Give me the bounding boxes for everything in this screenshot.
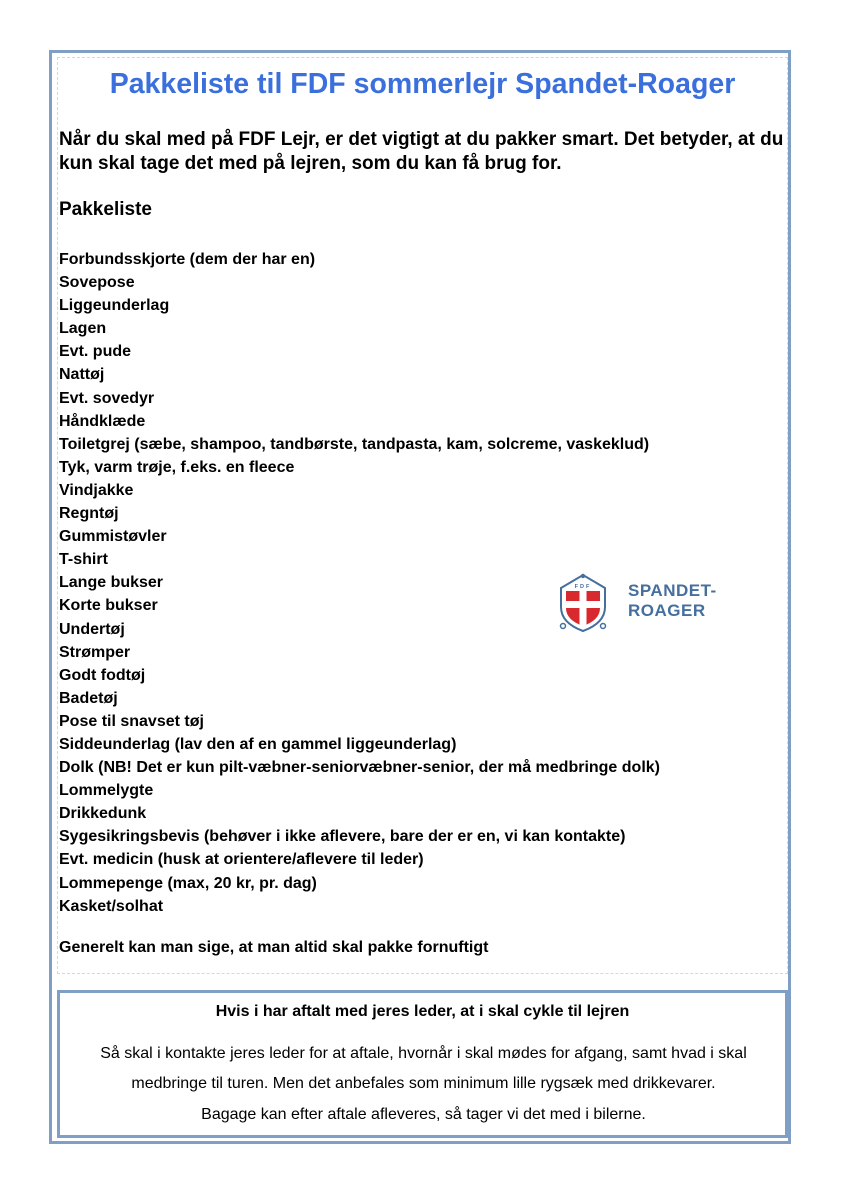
cycling-heading: Hvis i har aftalt med jeres leder, at i skal cykle til lejren xyxy=(215,1003,630,1020)
packing-list-item: Badetøj xyxy=(59,689,118,707)
packing-list-item: Evt. pude xyxy=(59,343,132,361)
packing-list-item: Strømper xyxy=(59,643,131,661)
closing-note: Generelt kan man sige, at man altid skal pakke fornuftigt xyxy=(59,939,489,956)
cycling-baggage-text: Bagage kan efter aftale afleveres, så tager vi det med i bilerne. xyxy=(201,1106,646,1123)
packing-list-item: Dolk (NB! Det er kun pilt-væbner-seniorvæbner-senior, der må medbringe dolk) xyxy=(59,759,660,777)
packing-list-item: Toiletgrej (sæbe, shampoo, tandbørste, tandpasta, kam, solcreme, vaskeklud) xyxy=(59,435,650,453)
packing-list-item: Lommepenge (max, 20 kr, pr. dag) xyxy=(59,874,317,892)
list-heading: Pakkeliste xyxy=(59,199,152,220)
packing-list-item: Gummistøvler xyxy=(59,528,167,546)
logo-text xyxy=(628,581,717,621)
packing-list-item: Lange bukser xyxy=(59,574,164,592)
packing-list-item: Evt. sovedyr xyxy=(59,389,155,407)
packing-list-item: Vindjakke xyxy=(59,481,134,499)
packing-list-item: Pose til snavset tøj xyxy=(59,712,204,730)
packing-list-item: Sygesikringsbevis (behøver i ikke aflevere, bare der er en, vi kan kontakte) xyxy=(59,828,626,846)
packing-list-item: Drikkedunk xyxy=(59,805,147,823)
packing-list-item: Godt fodtøj xyxy=(59,666,146,684)
fdf-logo xyxy=(558,571,748,633)
fdf-badge-text: FDF xyxy=(574,584,592,590)
packing-list-item: Nattøj xyxy=(59,366,105,384)
page-title: Pakkeliste til FDF sommerlejr Spandet-Roager xyxy=(109,68,736,100)
packing-list-item: Kasket/solhat xyxy=(59,897,164,915)
packing-list-item: Lommelygte xyxy=(59,782,154,800)
cycling-text: Så skal i kontakte jeres leder for at aftale, hvornår i skal mødes for afgang, samt hvad i skal medbringe til turen. Men det anbefales som minimum lille rygsæk med drikkevarer. xyxy=(100,1045,747,1092)
packing-list-item: Liggeunderlag xyxy=(59,297,170,315)
packing-list-item: Evt. medicin (husk at orientere/aflevere til leder) xyxy=(59,851,424,869)
packing-list-item: Korte bukser xyxy=(59,597,158,615)
packing-list-item: Siddeunderlag (lav den af en gammel liggeunderlag) xyxy=(59,735,457,753)
packing-list-item: Regntøj xyxy=(59,505,119,523)
intro-paragraph: Når du skal med på FDF Lejr, er det vigtigt at du pakker smart. Det betyder, at du kun skal tage det med på lejren, som du kan få brug for. xyxy=(59,129,784,174)
logo-line-2: ROAGER xyxy=(628,601,706,620)
logo-line-1: SPANDET- xyxy=(628,581,717,600)
packing-list-item: T-shirt xyxy=(59,551,108,569)
packing-list-item: Håndklæde xyxy=(59,412,146,430)
packing-list-item: Forbundsskjorte (dem der har en) xyxy=(59,251,316,268)
packing-list-item: Lagen xyxy=(59,320,107,338)
packing-list-item: Tyk, varm trøje, f.eks. en fleece xyxy=(59,458,295,476)
fdf-shield-icon xyxy=(558,571,608,633)
packing-list-item: Sovepose xyxy=(59,274,135,292)
packing-list-item: Undertøj xyxy=(59,620,125,638)
cycling-info-box xyxy=(57,990,788,1138)
